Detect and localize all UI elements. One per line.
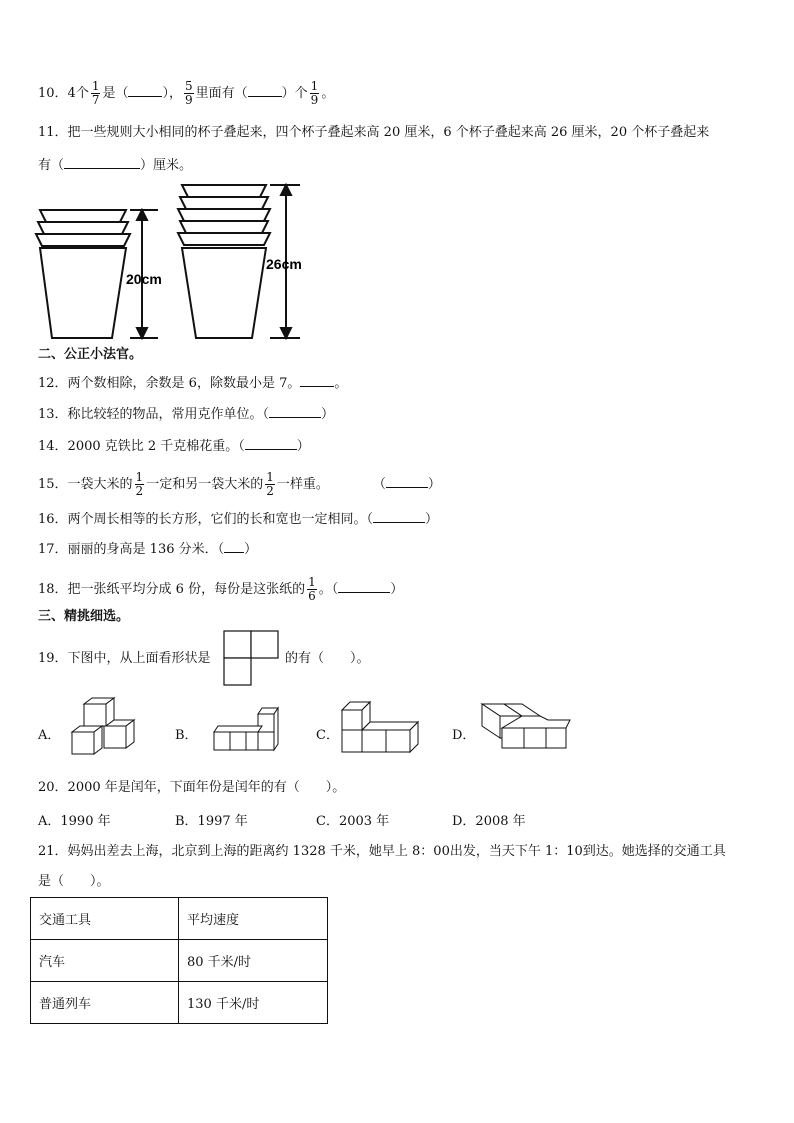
option-d-cubes[interactable] <box>478 700 572 752</box>
answer-blank[interactable] <box>224 540 244 553</box>
fraction-1-2: $\frac{1}{2}$ <box>266 470 274 498</box>
option-b-cubes[interactable] <box>210 704 282 752</box>
option-d-label[interactable]: D． <box>452 728 476 743</box>
cup-rim <box>182 185 266 197</box>
fraction-1-2: $\frac{1}{2}$ <box>135 470 144 498</box>
question-12: 12．两个数相除，余数是 6，除数最小是 7。 。 <box>38 376 348 391</box>
question-18: 18．把一张纸平均分成 6 份，每份是这张纸的 $\frac{1}{6}$ 。（ ） <box>38 575 404 603</box>
question-21-line1: 21．妈妈出差去上海，北京到上海的距离约 1328 千米，她早上 8：00出发，当天下午 1：10到达。她选择的交通工具 <box>38 844 726 859</box>
fraction-5-9: $\frac{5}{9}$ <box>185 79 193 107</box>
table-cell: 80 千米/时 <box>179 940 328 982</box>
height-label-26cm: 26cm <box>266 256 302 272</box>
option-20-b[interactable]: B．1997 年 <box>175 814 248 829</box>
option-a-label[interactable]: A． <box>38 728 61 743</box>
option-20-c[interactable]: C．2003 年 <box>316 814 390 829</box>
option-20-d[interactable]: D．2008 年 <box>452 814 526 829</box>
table-row <box>31 982 328 1024</box>
option-b-label[interactable]: B． <box>175 728 198 743</box>
section-3-title: 三、精挑细选。 <box>38 609 130 624</box>
cup-rim <box>40 210 126 222</box>
question-17: 17．丽丽的身高是 136 分米．（ ） <box>38 542 258 557</box>
answer-blank[interactable] <box>64 156 140 169</box>
question-14: 14．2000 克铁比 2 千克棉花重。（ ） <box>38 439 310 454</box>
transport-table <box>30 897 328 1024</box>
answer-blank[interactable] <box>245 437 297 450</box>
table-cell: 交通工具 <box>31 898 179 940</box>
question-19-part2: 的有（ ）。 <box>285 651 370 666</box>
top-view-shape <box>223 630 281 688</box>
answer-blank[interactable] <box>386 475 428 488</box>
cup-rim <box>178 233 270 245</box>
question-10: 10．4个 $\frac{1}{7}$ 是（ ）， $\frac{5}{9}$ 里面有（ ）个 $\frac{1}{9}$ 。 <box>38 79 335 107</box>
answer-blank[interactable] <box>128 84 162 97</box>
question-20: 20．2000 年是闰年，下面年份是闰年的有（ ）。 <box>38 780 346 795</box>
answer-blank[interactable] <box>300 374 334 387</box>
question-11-line1: 11．把一些规则大小相同的杯子叠起来，四个杯子叠起来高 20 厘米，6 个杯子叠起来高 26 厘米，20 个杯子叠起来 <box>38 125 710 140</box>
cup-rim <box>38 222 128 234</box>
table-cell: 普通列车 <box>31 982 179 1024</box>
cup-body <box>182 248 266 338</box>
question-15: 15．一袋大米的 $\frac{1}{2}$ 一定和另一袋大米的 $\frac{1}{2}$ 一样重。 （ ） <box>38 470 441 498</box>
table-cell: 130 千米/时 <box>179 982 328 1024</box>
table-cell: 平均速度 <box>179 898 328 940</box>
table-row <box>31 940 328 982</box>
cup-rim <box>180 197 268 209</box>
section-2-title: 二、公正小法官。 <box>38 347 143 362</box>
height-label-20cm: 20cm <box>126 271 162 287</box>
option-c-label[interactable]: C． <box>316 728 339 743</box>
table-row <box>31 898 328 940</box>
option-c-cubes[interactable] <box>340 698 420 754</box>
answer-blank[interactable] <box>373 510 425 523</box>
fraction-1-7: $\frac{1}{7}$ <box>91 79 100 107</box>
fraction-1-9: $\frac{1}{9}$ <box>310 79 319 107</box>
question-19-part1: 19．下图中，从上面看形状是 <box>38 651 211 666</box>
answer-blank[interactable] <box>269 405 321 418</box>
cup-rim <box>36 234 130 246</box>
answer-blank[interactable] <box>338 580 390 593</box>
option-a-cubes[interactable] <box>68 696 138 758</box>
cup-rim <box>180 221 268 233</box>
question-13: 13．称比较轻的物品，常用克作单位。（ ） <box>38 407 335 422</box>
answer-blank[interactable] <box>248 84 282 97</box>
question-11-line2: 有（ ）厘米。 <box>38 158 193 173</box>
table-cell: 汽车 <box>31 940 179 982</box>
cup-stacks-figure <box>30 180 320 345</box>
cup-body <box>40 248 126 338</box>
question-21-line2: 是（ ）。 <box>38 874 110 889</box>
option-20-a[interactable]: A．1990 年 <box>38 814 111 829</box>
fraction-1-6: $\frac{1}{6}$ <box>308 575 316 603</box>
question-16: 16．两个周长相等的长方形，它们的长和宽也一定相同。（ ） <box>38 512 439 527</box>
cup-rim <box>178 209 270 221</box>
